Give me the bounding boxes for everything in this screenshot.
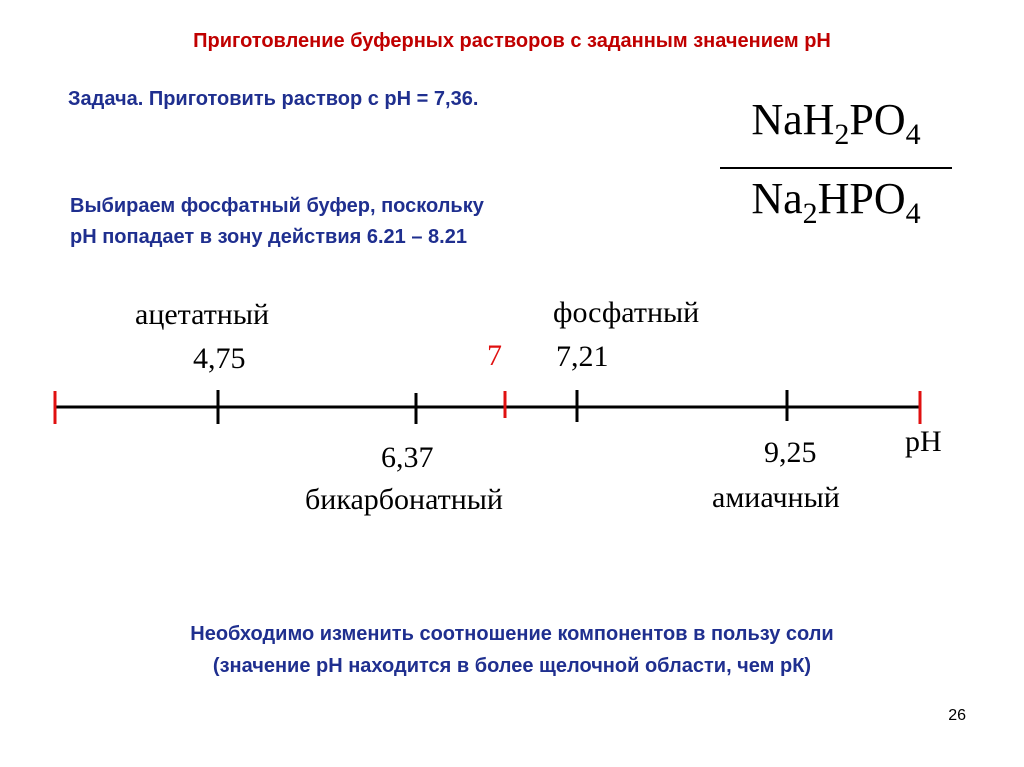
- conclusion-line-1: Необходимо изменить соотношение компонентов в пользу соли: [190, 623, 834, 645]
- denominator-part-a: Na: [751, 174, 803, 223]
- acetate-label: ацетатный: [135, 298, 270, 331]
- numerator-sub-a: 2: [834, 118, 850, 151]
- ammonia-value: 9,25: [764, 436, 817, 469]
- numerator-part-b: PO: [849, 95, 906, 144]
- bicarbonate-label: бикарбонатный: [305, 483, 503, 516]
- conclusion-line-2: (значение рН находится в более щелочной области, чем рК): [212, 655, 812, 677]
- denominator-part-b: HPO: [817, 174, 906, 223]
- ammonia-label: амиачный: [712, 481, 840, 514]
- task-statement: Задача. Приготовить раствор с рН = 7,36.: [68, 88, 479, 110]
- acetate-value: 4,75: [193, 342, 246, 375]
- conclusion-note: [0, 618, 1024, 682]
- ph-axis-label: pH: [905, 425, 942, 458]
- numerator-part-a: NaH: [751, 95, 835, 144]
- slide-title: Приготовление буферных растворов с заданным значением рН: [193, 30, 831, 52]
- page-number: 26: [948, 707, 966, 724]
- buffer-choice-line-2: рН попадает в зону действия 6.21 – 8.21: [70, 226, 467, 248]
- bicarbonate-value: 6,37: [381, 441, 434, 474]
- target-ph-value: 7: [487, 339, 502, 372]
- phosphate-value: 7,21: [556, 340, 609, 373]
- numerator-sub-b: 4: [905, 118, 921, 151]
- denominator-sub-b: 4: [905, 197, 921, 230]
- buffer-choice-line-1: Выбираем фосфатный буфер, поскольку: [70, 195, 484, 217]
- phosphate-label: фосфатный: [553, 296, 700, 329]
- denominator-sub-a: 2: [802, 197, 818, 230]
